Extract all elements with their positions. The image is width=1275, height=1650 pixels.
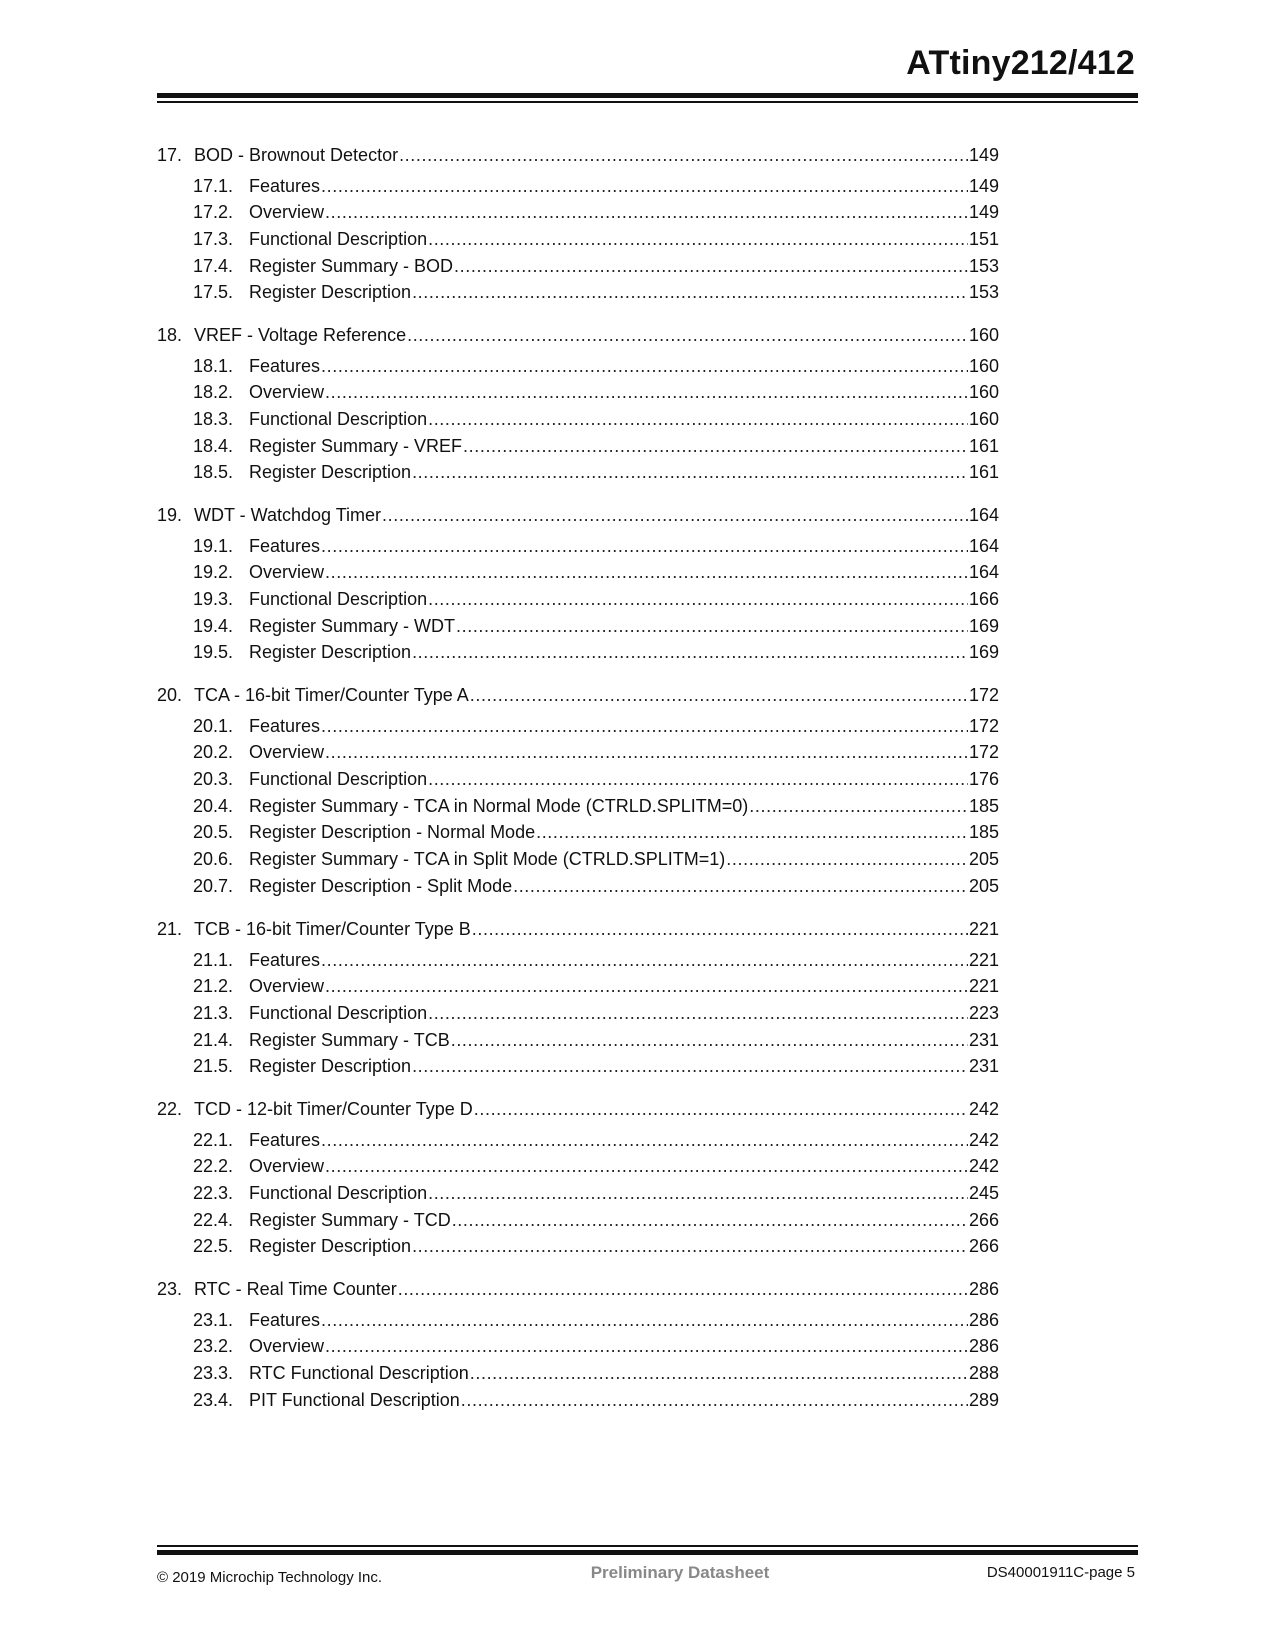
toc-section-number: 18.2. [193, 382, 234, 403]
toc-section-number: 17.1. [193, 175, 234, 196]
toc-section-number: 18.3. [193, 408, 234, 429]
toc-section-link[interactable] [193, 1361, 999, 1385]
toc-section-link[interactable] [193, 974, 999, 998]
toc-chapter-link[interactable] [157, 143, 999, 167]
dot-leader [513, 874, 968, 898]
toc-section-number: 23.4. [193, 1389, 234, 1410]
dot-leader [321, 948, 968, 972]
toc-section-page-number: 231 [968, 1029, 999, 1050]
toc-section-page-number: 153 [968, 282, 999, 303]
toc-section-number: 19.2. [193, 562, 234, 583]
toc-section-title: Overview [249, 202, 325, 223]
toc-section-link[interactable] [193, 1001, 999, 1025]
toc-section-link[interactable] [193, 354, 999, 378]
toc-section-number: 23.2. [193, 1336, 234, 1357]
toc-chapter-number: 22. [157, 1099, 183, 1119]
toc-section-link[interactable] [193, 1234, 999, 1258]
dot-leader [470, 683, 968, 707]
toc-section-number: 23.3. [193, 1362, 234, 1383]
toc-chapter-page-number: 160 [968, 325, 999, 345]
dot-leader [325, 380, 968, 404]
dot-leader [456, 614, 968, 638]
toc-section-number: 22.2. [193, 1156, 234, 1177]
dot-leader [428, 767, 968, 791]
toc-section-page-number: 266 [968, 1236, 999, 1257]
toc-section-number: 22.3. [193, 1182, 234, 1203]
toc-chapter-page-number: 149 [968, 145, 999, 165]
toc-section-title: Overview [249, 742, 325, 763]
dot-leader [325, 560, 968, 584]
toc-section-link[interactable] [193, 1128, 999, 1152]
toc-section-title: Overview [249, 1156, 325, 1177]
toc-section-link[interactable] [193, 460, 999, 484]
toc-section-page-number: 161 [968, 435, 999, 456]
toc-section-page-number: 160 [968, 408, 999, 429]
toc-section-page-number: 245 [968, 1182, 999, 1203]
toc-chapter-title: TCB - 16-bit Timer/Counter Type B [194, 919, 471, 939]
toc-section-page-number: 169 [968, 642, 999, 663]
toc-section-link[interactable] [193, 407, 999, 431]
toc-section-page-number: 169 [968, 615, 999, 636]
dot-leader [428, 227, 968, 251]
toc-section-link[interactable] [193, 587, 999, 611]
toc-chapter-link[interactable] [157, 503, 999, 527]
toc-chapter-page-number: 164 [968, 505, 999, 525]
dot-leader [325, 974, 968, 998]
dot-leader [472, 917, 968, 941]
toc-section-title: Register Description - Normal Mode [249, 822, 536, 843]
toc-section-number: 17.5. [193, 282, 234, 303]
toc-section-number: 17.4. [193, 255, 234, 276]
toc-section-title: Overview [249, 382, 325, 403]
toc-chapter-number: 20. [157, 685, 183, 705]
dot-leader [428, 1001, 968, 1025]
toc-section-title: Features [249, 355, 321, 376]
toc-chapter-page-number: 242 [968, 1099, 999, 1119]
dot-leader [412, 1234, 968, 1258]
toc-section-number: 19.5. [193, 642, 234, 663]
toc-section-link[interactable] [193, 614, 999, 638]
toc-section-number: 21.3. [193, 1002, 234, 1023]
toc-section-title: Features [249, 535, 321, 556]
toc-section-link[interactable] [193, 434, 999, 458]
toc-section-title: Functional Description [249, 408, 428, 429]
toc-section-page-number: 153 [968, 255, 999, 276]
toc-section-page-number: 176 [968, 768, 999, 789]
toc-chapter-title: TCD - 12-bit Timer/Counter Type D [194, 1099, 473, 1119]
toc-section-link[interactable] [193, 847, 999, 871]
dot-leader [412, 1054, 968, 1078]
toc-section-page-number: 221 [968, 976, 999, 997]
toc-section-title: Overview [249, 1336, 325, 1357]
dot-leader [325, 1154, 968, 1178]
dot-leader [382, 503, 968, 527]
toc-section-title: Register Summary - TCA in Split Mode (CTRLD.SPLITM=1) [249, 849, 726, 869]
toc-section-title: Overview [249, 976, 325, 997]
toc-section-link[interactable] [193, 767, 999, 791]
toc-section-page-number: 288 [968, 1362, 999, 1383]
toc-section-link[interactable] [193, 1208, 999, 1232]
toc-section-page-number: 205 [968, 875, 999, 896]
toc-section-page-number: 164 [968, 562, 999, 583]
toc-section-number: 21.1. [193, 949, 234, 970]
toc-chapter-page-number: 221 [968, 919, 999, 939]
dot-leader [726, 847, 968, 871]
toc-section-number: 22.4. [193, 1209, 234, 1230]
toc-section-title: Register Summary - TCB [249, 1029, 450, 1050]
toc-section-link[interactable] [193, 640, 999, 664]
toc-section-page-number: 164 [968, 535, 999, 556]
toc-chapter-page-number: 172 [968, 685, 999, 705]
dot-leader [412, 280, 968, 304]
toc-section-link[interactable] [193, 227, 999, 251]
dot-leader [325, 200, 968, 224]
toc-section-page-number: 149 [968, 202, 999, 223]
toc-section-title: Register Description [249, 282, 412, 303]
footer-rule-thick [157, 1550, 1138, 1555]
dot-leader [407, 323, 968, 347]
toc-section-link[interactable] [193, 254, 999, 278]
toc-section-number: 20.5. [193, 822, 234, 843]
toc-section-page-number: 160 [968, 355, 999, 376]
toc-section-page-number: 221 [968, 949, 999, 970]
dot-leader [428, 407, 968, 431]
toc-section-page-number: 223 [968, 1002, 999, 1023]
toc-section-title: Functional Description [249, 768, 428, 789]
toc-chapter-number: 23. [157, 1279, 183, 1299]
toc-section-title: Register Summary - VREF [249, 435, 463, 456]
toc-section-title: Overview [249, 562, 325, 583]
dot-leader [325, 740, 968, 764]
header-rule-thin [157, 101, 1138, 103]
toc-chapter-page-number: 286 [968, 1279, 999, 1299]
toc-section-number: 21.4. [193, 1029, 234, 1050]
toc-chapter-number: 17. [157, 145, 183, 165]
toc-section-number: 18.1. [193, 355, 234, 376]
toc-chapter-number: 19. [157, 505, 183, 525]
toc-section-title: Register Description - Split Mode [249, 875, 513, 896]
toc-section-number: 20.7. [193, 875, 234, 896]
toc-section-title: Features [249, 1309, 321, 1330]
toc-chapter-link[interactable] [157, 1097, 999, 1121]
toc-section-title: RTC Functional Description [249, 1362, 469, 1383]
footer-copyright: © 2019 Microchip Technology Inc. [157, 1569, 383, 1586]
toc-section-number: 17.2. [193, 202, 234, 223]
toc-section-page-number: 185 [968, 822, 999, 843]
toc-section-number: 21.2. [193, 976, 234, 997]
dot-leader [454, 254, 968, 278]
dot-leader [536, 820, 968, 844]
dot-leader [321, 714, 968, 738]
toc-section-link[interactable] [193, 820, 999, 844]
dot-leader [321, 174, 968, 198]
toc-chapter-link[interactable] [157, 917, 999, 941]
toc-section-page-number: 166 [968, 588, 999, 609]
toc-section-number: 17.3. [193, 228, 234, 249]
toc-section-page-number: 172 [968, 715, 999, 736]
toc-section-link[interactable] [193, 794, 999, 818]
toc-section-number: 23.1. [193, 1309, 234, 1330]
toc-section-title: Register Summary - TCA in Normal Mode (CTRLD.SPLITM=0) [249, 795, 749, 816]
dot-leader [428, 587, 968, 611]
footer-rule-thin [157, 1545, 1138, 1547]
toc-section-title: Features [249, 715, 321, 736]
dot-leader [321, 354, 968, 378]
dot-leader [463, 434, 968, 458]
toc-chapter-link[interactable] [157, 323, 999, 347]
toc-section-link[interactable] [193, 1054, 999, 1078]
toc-section-page-number: 172 [968, 742, 999, 763]
toc-section-title: Functional Description [249, 228, 428, 249]
toc-chapter-link[interactable] [157, 683, 999, 707]
toc-chapter-number: 18. [157, 325, 183, 345]
toc-section-link[interactable] [193, 1334, 999, 1358]
toc-section-title: Register Description [249, 1236, 412, 1257]
toc-section-link[interactable] [193, 380, 999, 404]
toc-section-number: 21.5. [193, 1056, 234, 1077]
toc-chapter-title: BOD - Brownout Detector [194, 145, 399, 165]
toc-section-page-number: 286 [968, 1309, 999, 1330]
toc-section-page-number: 151 [968, 228, 999, 249]
dot-leader [325, 1334, 968, 1358]
toc-section-page-number: 242 [968, 1129, 999, 1150]
toc-section-title: Register Description [249, 462, 412, 483]
dot-leader [398, 1277, 968, 1301]
dot-leader [321, 534, 968, 558]
toc-section-title: Functional Description [249, 588, 428, 609]
toc-section-number: 19.1. [193, 535, 234, 556]
toc-section-title: Register Description [249, 642, 412, 663]
toc-section-link[interactable] [193, 174, 999, 198]
toc-section-title: Register Summary - BOD [249, 255, 454, 276]
toc-section-link[interactable] [193, 280, 999, 304]
toc-section-number: 20.6. [193, 849, 234, 869]
toc-section-title: Features [249, 175, 321, 196]
toc-section-number: 22.1. [193, 1129, 234, 1150]
dot-leader [452, 1208, 968, 1232]
header-rule-thick [157, 93, 1138, 98]
toc-section-link[interactable] [193, 714, 999, 738]
dot-leader [321, 1308, 968, 1332]
toc-section-link[interactable] [193, 200, 999, 224]
toc-section-page-number: 289 [968, 1389, 999, 1410]
toc-section-link[interactable] [193, 1181, 999, 1205]
toc-section-title: Functional Description [249, 1002, 428, 1023]
dot-leader [412, 640, 968, 664]
dot-leader [470, 1361, 968, 1385]
toc-section-number: 20.3. [193, 768, 234, 789]
toc-section-number: 22.5. [193, 1236, 234, 1257]
toc-section-link[interactable] [193, 1388, 999, 1412]
toc-section-title: PIT Functional Description [249, 1389, 460, 1410]
dot-leader [474, 1097, 968, 1121]
footer-page-ref: DS40001911C-page 5 [986, 1564, 1135, 1581]
toc-section-page-number: 205 [968, 849, 999, 869]
toc-section-link[interactable] [193, 1308, 999, 1332]
toc-section-title: Register Summary - WDT [249, 615, 456, 636]
toc-section-link[interactable] [193, 874, 999, 898]
toc-chapter-title: TCA - 16-bit Timer/Counter Type A [194, 685, 469, 705]
toc-section-number: 18.4. [193, 435, 234, 456]
toc-chapter-title: VREF - Voltage Reference [194, 325, 407, 345]
dot-leader [749, 794, 968, 818]
dot-leader [451, 1028, 968, 1052]
toc-section-title: Features [249, 949, 321, 970]
toc-chapter-title: RTC - Real Time Counter [194, 1279, 397, 1299]
toc-section-number: 19.4. [193, 615, 234, 636]
toc-chapter-title: WDT - Watchdog Timer [194, 505, 382, 525]
toc-section-page-number: 149 [968, 175, 999, 196]
toc-section-page-number: 286 [968, 1336, 999, 1357]
toc-chapter-number: 21. [157, 919, 183, 939]
toc-section-number: 20.1. [193, 715, 234, 736]
toc-section-number: 19.3. [193, 588, 234, 609]
dot-leader [399, 143, 968, 167]
toc-section-link[interactable] [193, 534, 999, 558]
toc-chapter-link[interactable] [157, 1277, 999, 1301]
toc-section-link[interactable] [193, 560, 999, 584]
toc-section-number: 18.5. [193, 462, 234, 483]
dot-leader [412, 460, 968, 484]
toc-section-number: 20.4. [193, 795, 234, 816]
footer-status: Preliminary Datasheet [590, 1563, 770, 1582]
dot-leader [321, 1128, 968, 1152]
toc-section-title: Register Summary - TCD [249, 1209, 451, 1230]
toc-section-page-number: 160 [968, 382, 999, 403]
toc-section-page-number: 185 [968, 795, 999, 816]
toc-section-number: 20.2. [193, 742, 234, 763]
toc-section-link[interactable] [193, 740, 999, 764]
toc-section-link[interactable] [193, 1028, 999, 1052]
toc-section-page-number: 266 [968, 1209, 999, 1230]
toc-section-page-number: 231 [968, 1056, 999, 1077]
toc-section-link[interactable] [193, 1154, 999, 1178]
toc-section-link[interactable] [193, 948, 999, 972]
dot-leader [461, 1388, 968, 1412]
toc-section-title: Functional Description [249, 1182, 428, 1203]
toc-section-page-number: 242 [968, 1156, 999, 1177]
toc-section-page-number: 161 [968, 462, 999, 483]
toc-section-title: Register Description [249, 1056, 412, 1077]
document-title: ATtiny212/412 [906, 44, 1135, 82]
dot-leader [428, 1181, 968, 1205]
toc-section-title: Features [249, 1129, 321, 1150]
